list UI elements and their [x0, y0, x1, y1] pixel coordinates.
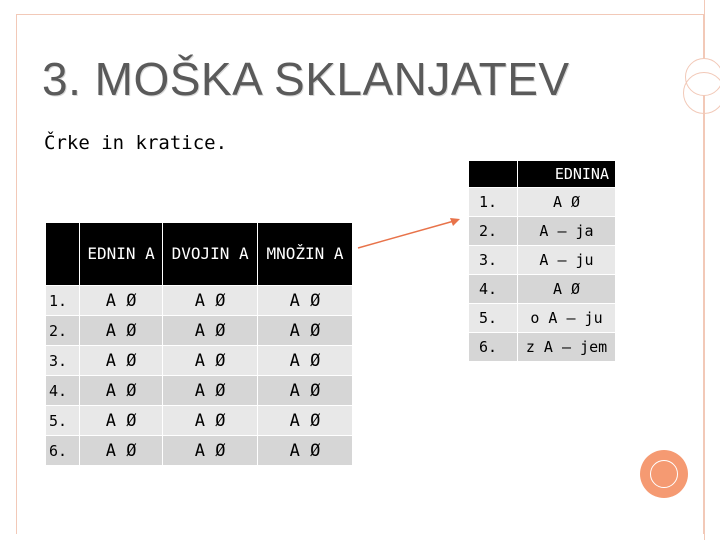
- table-cell: A Ø: [163, 346, 258, 376]
- table-cell: A Ø: [80, 406, 163, 436]
- decorative-inner-ring-icon: [650, 460, 678, 488]
- table-cell: A – ju: [518, 246, 616, 275]
- table-header-row: [469, 161, 616, 188]
- table-cell: o A – ju: [518, 304, 616, 333]
- row-number: 1.: [469, 188, 518, 217]
- column-header-dvojina: [163, 223, 258, 286]
- decorative-ring-icon: [683, 72, 720, 114]
- page-subtitle: Črke in kratice.: [44, 132, 228, 154]
- page-title: 3. MOŠKA SKLANJATEV: [42, 53, 570, 105]
- table-cell: A Ø: [258, 376, 353, 406]
- ednina-table: [468, 160, 616, 362]
- table-row: [46, 406, 353, 436]
- table-header-row: [46, 223, 353, 286]
- table-cell: A Ø: [163, 436, 258, 466]
- row-number: 5.: [469, 304, 518, 333]
- table-row: [46, 346, 353, 376]
- table-corner-cell: [469, 161, 518, 188]
- table-row: [46, 286, 353, 316]
- row-number: 6.: [469, 333, 518, 362]
- table-cell: A Ø: [258, 316, 353, 346]
- column-header-ednina: EDNINA: [518, 161, 616, 188]
- table-row: [46, 376, 353, 406]
- table-cell: A Ø: [80, 346, 163, 376]
- table-cell: A Ø: [163, 286, 258, 316]
- row-number: 4.: [469, 275, 518, 304]
- table-row: [469, 217, 616, 246]
- column-header-label: DVOJIN A: [171, 244, 249, 263]
- table-row: [469, 275, 616, 304]
- table-cell: A – ja: [518, 217, 616, 246]
- column-header-label: MNOŽIN A: [266, 244, 344, 263]
- table-cell: A Ø: [80, 316, 163, 346]
- table-row: [469, 246, 616, 275]
- row-number: 4.: [46, 376, 80, 406]
- table-cell: A Ø: [258, 406, 353, 436]
- table-row: [46, 316, 353, 346]
- table-cell: z A – jem: [518, 333, 616, 362]
- row-number: 6.: [46, 436, 80, 466]
- table-row: [469, 333, 616, 362]
- column-header-label: EDNIN A: [87, 244, 155, 263]
- declension-table: [45, 222, 353, 466]
- table-cell: A Ø: [163, 316, 258, 346]
- row-number: 3.: [469, 246, 518, 275]
- table-cell: A Ø: [258, 436, 353, 466]
- table-cell: A Ø: [258, 286, 353, 316]
- row-number: 1.: [46, 286, 80, 316]
- table-cell: A Ø: [518, 275, 616, 304]
- column-header-ednina: [80, 223, 163, 286]
- table-cell: A Ø: [80, 376, 163, 406]
- table-row: [46, 436, 353, 466]
- row-number: 5.: [46, 406, 80, 436]
- table-row: [469, 304, 616, 333]
- row-number: 2.: [46, 316, 80, 346]
- table-cell: A Ø: [518, 188, 616, 217]
- table-corner-cell: [46, 223, 80, 286]
- table-cell: A Ø: [258, 346, 353, 376]
- table-cell: A Ø: [163, 406, 258, 436]
- table-cell: A Ø: [80, 436, 163, 466]
- row-number: 3.: [46, 346, 80, 376]
- table-cell: A Ø: [163, 376, 258, 406]
- table-row: [469, 188, 616, 217]
- row-number: 2.: [469, 217, 518, 246]
- table-cell: A Ø: [80, 286, 163, 316]
- column-header-mnozina: [258, 223, 353, 286]
